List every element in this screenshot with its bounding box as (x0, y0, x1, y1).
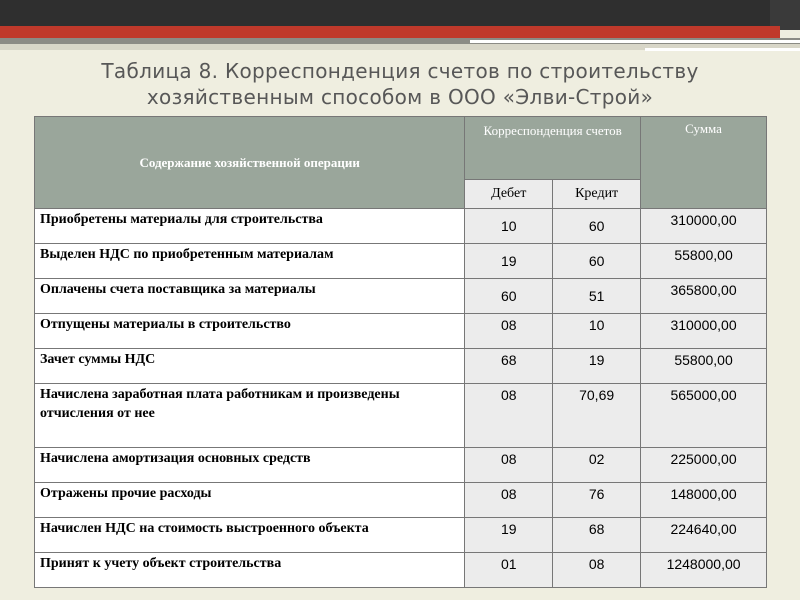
slide-title-line-2: хозяйственным способом в ООО «Элви-Строй» (146, 85, 654, 109)
row-description: Начислена амортизация основных средств (35, 448, 465, 483)
row-debit: 01 (465, 553, 553, 588)
row-credit: 19 (553, 349, 641, 384)
row-debit: 19 (465, 244, 553, 279)
row-amount: 224640,00 (641, 518, 767, 553)
table-row (35, 518, 767, 553)
row-description: Начислена заработная плата работникам и произведены отчисления от нее (35, 384, 465, 448)
row-amount: 565000,00 (641, 384, 767, 448)
row-debit: 10 (465, 209, 553, 244)
row-description: Начислен НДС на стоимость выстроенного объекта (35, 518, 465, 553)
row-amount: 310000,00 (641, 314, 767, 349)
table-row (35, 209, 767, 244)
accounts-table (34, 116, 767, 588)
row-debit: 08 (465, 384, 553, 448)
row-credit: 51 (553, 279, 641, 314)
row-debit: 08 (465, 314, 553, 349)
table-row (35, 553, 767, 588)
row-credit: 02 (553, 448, 641, 483)
table-row (35, 349, 767, 384)
row-description: Отпущены материалы в строительство (35, 314, 465, 349)
header-credit: Кредит (553, 180, 641, 209)
table-row (35, 384, 767, 448)
header-debit: Дебет (465, 180, 553, 209)
row-amount: 310000,00 (641, 209, 767, 244)
row-description: Отражены прочие расходы (35, 483, 465, 518)
table-row (35, 244, 767, 279)
row-description: Выделен НДС по приобретенным материалам (35, 244, 465, 279)
row-amount: 365800,00 (641, 279, 767, 314)
table-row (35, 448, 767, 483)
table-row (35, 314, 767, 349)
row-amount: 148000,00 (641, 483, 767, 518)
row-debit: 60 (465, 279, 553, 314)
header-stripe-1 (470, 40, 800, 43)
row-credit: 60 (553, 209, 641, 244)
row-credit: 70,69 (553, 384, 641, 448)
row-debit: 68 (465, 349, 553, 384)
row-amount: 55800,00 (641, 349, 767, 384)
row-credit: 08 (553, 553, 641, 588)
header-description: Содержание хозяйственной операции (35, 117, 465, 209)
table-row (35, 483, 767, 518)
header-amount: Сумма (641, 117, 767, 209)
row-description: Зачет суммы НДС (35, 349, 465, 384)
slide-title (40, 58, 760, 110)
row-amount: 225000,00 (641, 448, 767, 483)
row-debit: 08 (465, 483, 553, 518)
header-correspondence: Корреспонденция счетов (465, 117, 641, 180)
row-amount: 55800,00 (641, 244, 767, 279)
row-amount: 1248000,00 (641, 553, 767, 588)
header-band-dark (0, 0, 800, 28)
row-debit: 19 (465, 518, 553, 553)
header-band-red (0, 26, 780, 38)
row-description: Принят к учету объект строительства (35, 553, 465, 588)
row-description: Приобретены материалы для строительства (35, 209, 465, 244)
row-credit: 60 (553, 244, 641, 279)
header-stripe-2 (645, 48, 800, 51)
row-credit: 76 (553, 483, 641, 518)
row-debit: 08 (465, 448, 553, 483)
table-row (35, 279, 767, 314)
row-description: Оплачены счета поставщика за материалы (35, 279, 465, 314)
slide-title-line-1: Таблица 8. Корреспонденция счетов по строительству (101, 59, 699, 83)
row-credit: 68 (553, 518, 641, 553)
row-credit: 10 (553, 314, 641, 349)
